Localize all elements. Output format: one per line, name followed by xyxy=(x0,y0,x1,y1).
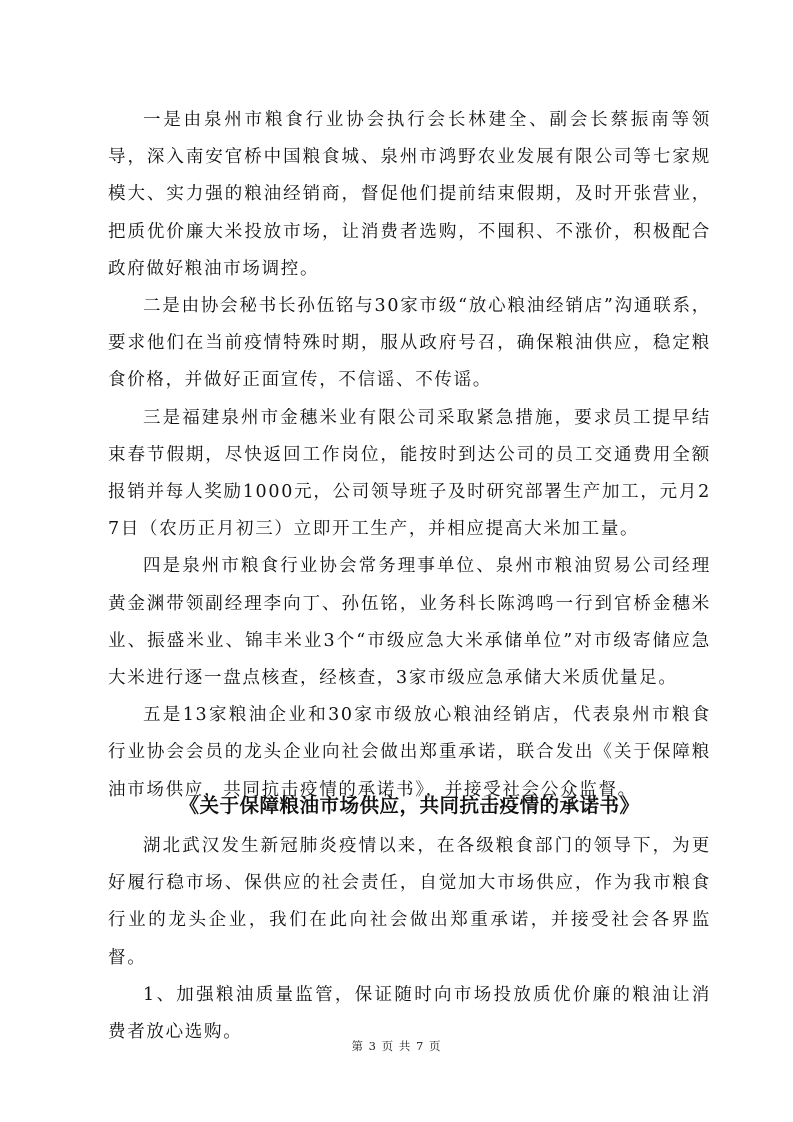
letter-paragraph-1: 湖北武汉发生新冠肺炎疫情以来，在各级粮食部门的领导下，为更好履行稳市场、保供应的社会责任，自觉加大市场供应，作为我市粮食行业的龙头企业，我们在此向社会做出郑重承诺，并接受社会各界监督。 xyxy=(108,836,711,968)
commitment-letter-section xyxy=(108,828,711,1051)
paragraph-1: 一是由泉州市粮食行业协会执行会长林建全、副会长蔡振南等领导，深入南安官桥中国粮食城、泉州市鸿野农业发展有限公司等七家规模大、实力强的粮油经销商，督促他们提前结束假期，及时开张营业，把质优价廉大米投放市场，让消费者选购，不囤积、不涨价，积极配合政府做好粮油市场调控。 xyxy=(108,110,711,279)
paragraph-4: 四是泉州市粮食行业协会常务理事单位、泉州市粮油贸易公司经理黄金渊带领副经理李向丁、孙伍铭，业务科长陈鸿鸣一行到官桥金穗米业、振盛米业、锦丰米业3个“市级应急大米承储单位”对市级寄储应急大米进行逐一盘点核查，经核查，3家市级应急承储大米质优量足。 xyxy=(108,556,711,689)
page-footer xyxy=(0,1038,793,1054)
body-text-section xyxy=(108,102,711,809)
paragraph-2: 二是由协会秘书长孙伍铭与30家市级“放心粮油经销店”沟通联系，要求他们在当前疫情特殊时期，服从政府号召，确保粮油供应，稳定粮食价格，并做好正面宣传，不信谣、不传谣。 xyxy=(108,296,711,391)
letter-paragraph-2: 1、加强粮油质量监管，保证随时向市场投放质优价廉的粮油让消费者放心选购。 xyxy=(108,984,711,1043)
page-number: 第 3 页 共 7 页 xyxy=(351,1039,442,1053)
paragraph-5: 五是13家粮油企业和30家市级放心粮油经销店，代表泉州市粮食行业协会会员的龙头企业向社会做出郑重承诺，联合发出《关于保障粮油市场供应，共同抗击疫情的承诺书》，并接受社会公众监督。 xyxy=(108,705,711,800)
section-heading: 《关于保障粮油市场供应，共同抗击疫情的承诺书》 xyxy=(179,794,640,817)
paragraph-3: 三是福建泉州市金穗米业有限公司采取紧急措施，要求员工提早结束春节假期，尽快返回工作岗位，能按时到达公司的员工交通费用全额报销并每人奖励1000元，公司领导班子及时研究部署生产加工，元月27日（农历正月初三）立即开工生产，并相应提高大米加工量。 xyxy=(108,407,711,540)
